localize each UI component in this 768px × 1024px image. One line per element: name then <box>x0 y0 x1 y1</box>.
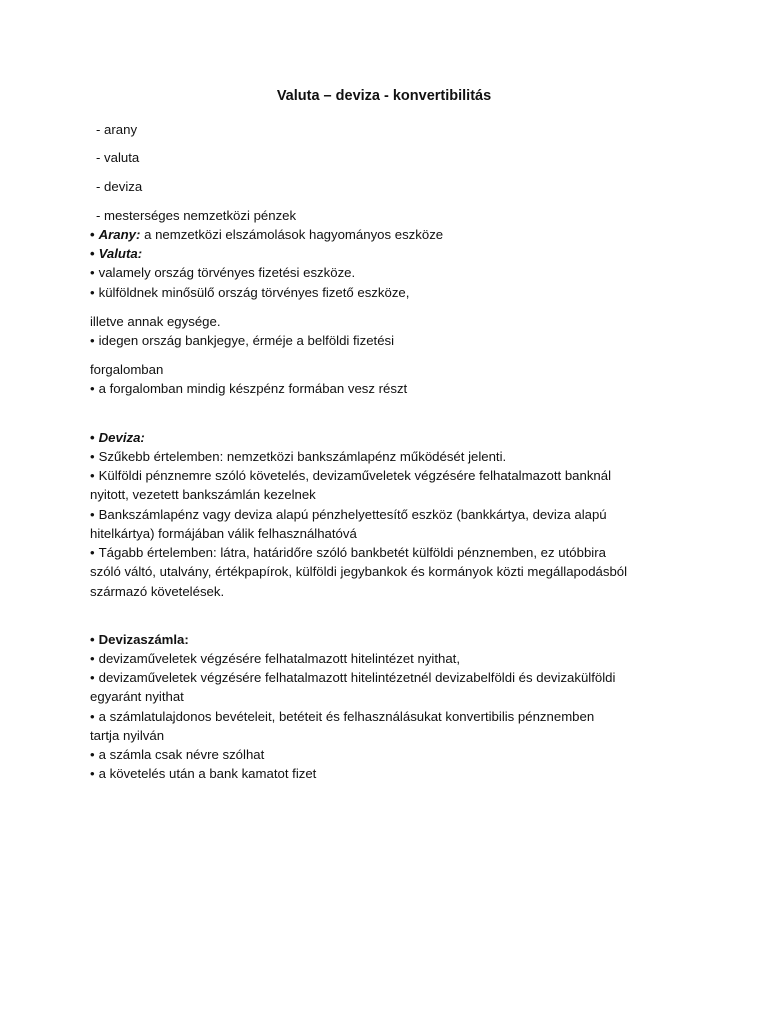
valuta-line-5: forgalomban <box>90 362 164 377</box>
bullet: • <box>90 709 95 724</box>
bullet: • <box>90 430 95 445</box>
devizaszamla-line-4 <box>90 707 594 726</box>
valuta-line-3: illetve annak egysége. <box>90 314 221 329</box>
bullet: • <box>90 507 95 522</box>
valuta-label: Valuta: <box>98 246 143 261</box>
deviza-text-4: Bankszámlapénz vagy deviza alapú pénzhelyettesítő eszköz (bankkártya, deviza alapú <box>98 507 607 522</box>
devizaszamla-heading <box>90 630 189 649</box>
valuta-text-6: a forgalomban mindig készpénz formában vesz részt <box>98 381 408 396</box>
valuta-text-4: idegen ország bankjegye, érméje a belföldi fizetési <box>98 333 395 348</box>
intro-item-valuta: - valuta <box>96 150 140 165</box>
devizaszamla-text-4: a számlatulajdonos bevételeit, betéteit és felhasználásukat konvertibilis pénznemben <box>98 709 595 724</box>
bullet: • <box>90 747 95 762</box>
deviza-line-3: nyitott, vezetett bankszámlán kezelnek <box>90 487 316 502</box>
devizaszamla-line-7 <box>90 764 316 783</box>
deviza-line-4 <box>90 505 607 524</box>
arany-label: Arany: <box>98 227 141 242</box>
valuta-line-1 <box>90 263 355 282</box>
devizaszamla-text-7: a követelés után a bank kamatot fizet <box>98 766 317 781</box>
devizaszamla-line-5: tartja nyilván <box>90 728 165 743</box>
valuta-text-1: valamely ország törvényes fizetési eszköze. <box>98 265 356 280</box>
deviza-text-6: Tágabb értelemben: látra, határidőre szóló bankbetét külföldi pénznemben, ez utóbbira <box>98 545 606 560</box>
deviza-text-2: Külföldi pénznemre szóló követelés, devizaműveletek végzésére felhatalmazott banknál <box>98 468 612 483</box>
devizaszamla-line-2 <box>90 668 615 687</box>
deviza-line-1 <box>90 447 506 466</box>
bullet: • <box>90 545 95 560</box>
bullet: • <box>90 227 95 242</box>
bullet: • <box>90 468 95 483</box>
devizaszamla-text-1: devizaműveletek végzésére felhatalmazott hitelintézet nyithat, <box>98 651 461 666</box>
bullet: • <box>90 265 95 280</box>
valuta-line-6 <box>90 379 407 398</box>
deviza-text-1: Szűkebb értelemben: nemzetközi bankszámlapénz működését jelenti. <box>98 449 507 464</box>
arany-line <box>90 225 443 244</box>
bullet: • <box>90 766 95 781</box>
bullet: • <box>90 632 95 647</box>
deviza-line-5: hitelkártya) formájában válik felhasználhatóvá <box>90 526 357 541</box>
intro-item-deviza: - deviza <box>96 179 143 194</box>
devizaszamla-line-6 <box>90 745 264 764</box>
bullet: • <box>90 246 95 261</box>
valuta-text-2: külföldnek minősülő ország törvényes fizető eszköze, <box>98 285 410 300</box>
deviza-line-7: szóló váltó, utalvány, értékpapírok, külföldi jegybankok és kormányok közti megállapodásból <box>90 564 628 579</box>
devizaszamla-line-1 <box>90 649 460 668</box>
deviza-line-2 <box>90 466 611 485</box>
devizaszamla-text-2: devizaműveletek végzésére felhatalmazott hitelintézetnél devizabelföldi és devizakülföldi <box>98 670 616 685</box>
devizaszamla-line-3: egyaránt nyithat <box>90 689 184 704</box>
bullet: • <box>90 381 95 396</box>
document-title: Valuta – deviza - konvertibilitás <box>276 88 492 104</box>
deviza-heading <box>90 428 145 447</box>
valuta-line-2 <box>90 283 409 302</box>
intro-item-penzek: - mesterséges nemzetközi pénzek <box>96 208 297 223</box>
deviza-line-6 <box>90 543 606 562</box>
intro-item-arany: - arany <box>96 122 138 137</box>
devizaszamla-label: Devizaszámla: <box>98 632 189 647</box>
valuta-line-4 <box>90 331 394 350</box>
bullet: • <box>90 449 95 464</box>
bullet: • <box>90 333 95 348</box>
deviza-label: Deviza: <box>98 430 145 445</box>
deviza-line-8: származó követelések. <box>90 584 225 599</box>
devizaszamla-text-6: a számla csak névre szólhat <box>98 747 265 762</box>
bullet: • <box>90 670 95 685</box>
arany-text: a nemzetközi elszámolások hagyományos eszköze <box>140 227 444 242</box>
bullet: • <box>90 651 95 666</box>
bullet: • <box>90 285 95 300</box>
valuta-heading <box>90 244 142 263</box>
